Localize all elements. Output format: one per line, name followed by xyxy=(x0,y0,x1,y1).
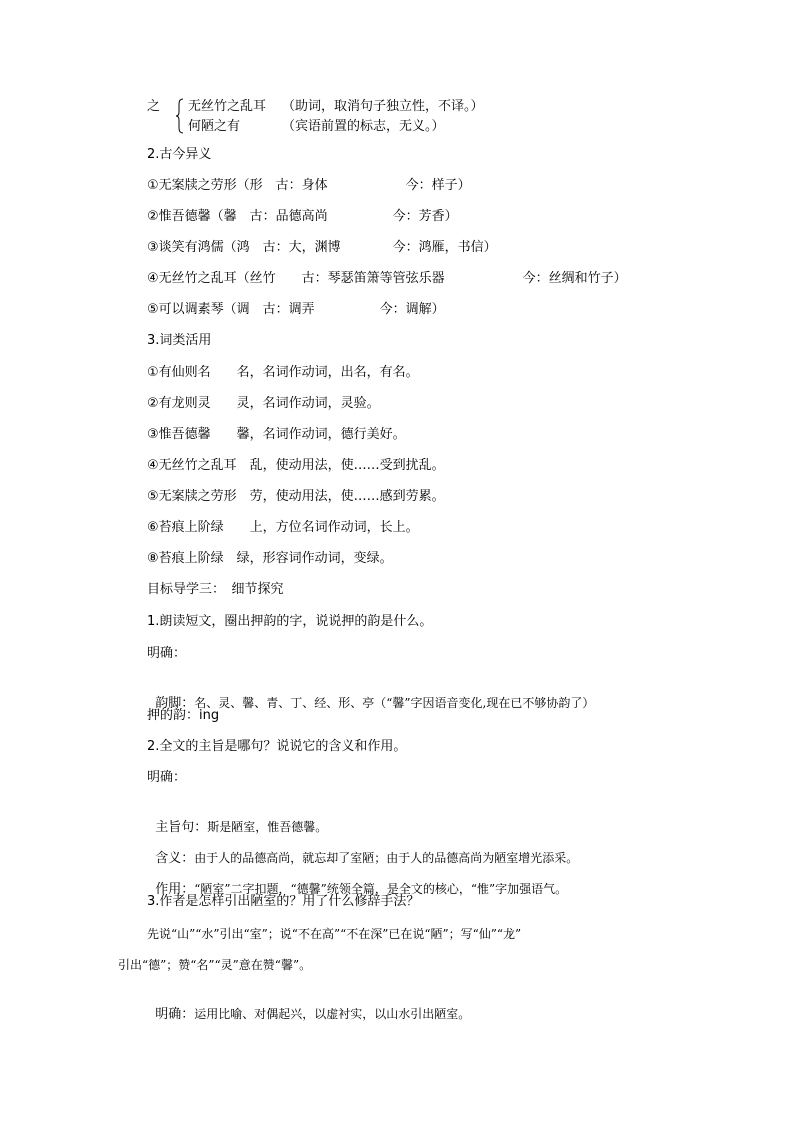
zhuzhi-label: 主旨句： xyxy=(155,820,208,835)
yunjiao-text: 名、灵、馨、青、丁、经、形、亭（“馨”字因语音变化,现在已不够协韵了） xyxy=(194,696,595,710)
zhi-char: 之 xyxy=(147,99,161,114)
cilei-item: ⑧苔痕上阶绿 绿，形容词作动词，变绿。 xyxy=(147,551,393,566)
clarify-label: 明确： xyxy=(147,770,187,785)
curly-brace-icon xyxy=(176,98,184,134)
goal-heading: 目标导学三： 细节探究 xyxy=(147,582,284,597)
cilei-item: ⑤无案牍之劳形 劳，使动用法，使……感到劳累。 xyxy=(147,489,445,504)
q3-clarify-line xyxy=(147,987,470,1024)
yunjiao-label: 韵脚： xyxy=(155,696,195,711)
zhi-row2-right: （宾语前置的标志，无义。） xyxy=(282,119,445,134)
gujin-item: ①无案牍之劳形（形 古：身体 今：样子） xyxy=(147,178,471,193)
question-3: 3.作者是怎样引出陋室的？用了什么修辞手法？ xyxy=(147,894,420,909)
q3-paragraph-line1: 先说“山”“水”引出“室”；说“不在高”“不在深”已在说“陋”；写“仙”“龙” xyxy=(147,927,522,941)
gujin-item: ②惟吾德馨（馨 古：品德高尚 今：芳香） xyxy=(147,209,458,224)
hanyi-text: 由于人的品德高尚，就忘却了室陋；由于人的品德高尚为陋室增光添采。 xyxy=(194,851,579,865)
zuoyong-label: 作用： xyxy=(155,882,195,897)
gujin-item: ⑤可以调素琴（调 古：调弄 今：调解） xyxy=(147,302,445,317)
cilei-item: ①有仙则名 名，名词作动词，出名，有名。 xyxy=(147,365,419,380)
gujin-item: ③谈笑有鸿儒（鸿 古：大，渊博 今：鸿雁，书信） xyxy=(147,240,497,255)
zhi-row1-left: 无丝竹之乱耳 xyxy=(188,99,267,114)
cilei-item: ②有龙则灵 灵，名词作动词，灵验。 xyxy=(147,396,380,411)
zhi-row1-right: （助词，取消句子独立性，不译。） xyxy=(282,99,484,114)
yayun-line: 押的韵：ing xyxy=(147,708,220,723)
zuoyong-text: “陋室”二字扣题，“德馨”统领全篇，是全文的核心，“惟”字加强语气。 xyxy=(194,882,568,896)
question-1: 1.朗读短文，圈出押韵的字，说说押的韵是什么。 xyxy=(147,614,433,629)
section-heading-cilei: 3.词类活用 xyxy=(147,333,212,348)
clarify-label: 明确： xyxy=(155,1007,195,1022)
cilei-item: ④无丝竹之乱耳 乱，使动用法，使……受到扰乱。 xyxy=(147,458,445,473)
clarify-label: 明确： xyxy=(147,646,187,661)
question-2: 2.全文的主旨是哪句？说说它的含义和作用。 xyxy=(147,739,407,754)
cilei-item: ③惟吾德馨 馨，名词作动词，德行美好。 xyxy=(147,427,406,442)
zhuzhi-text: 斯是陋室，惟吾德馨。 xyxy=(207,820,328,834)
zhi-row2-left: 何陋之有 xyxy=(188,119,241,134)
hanyi-label: 含义： xyxy=(155,851,195,866)
cilei-item: ⑥苔痕上阶绿 上，方位名词作动词，长上。 xyxy=(147,520,419,535)
section-heading-gujin: 2.古今异义 xyxy=(147,147,212,162)
gujin-item: ④无丝竹之乱耳（丝竹 古：琴瑟笛箫等管弦乐器 今：丝绸和竹子） xyxy=(147,271,627,286)
q3-paragraph-line2: 引出“德”；赞“名”“灵”意在赞“馨”。 xyxy=(118,958,312,972)
q3-clarify-text: 运用比喻、对偶起兴，以虚衬实，以山水引出陋室。 xyxy=(194,1007,471,1021)
